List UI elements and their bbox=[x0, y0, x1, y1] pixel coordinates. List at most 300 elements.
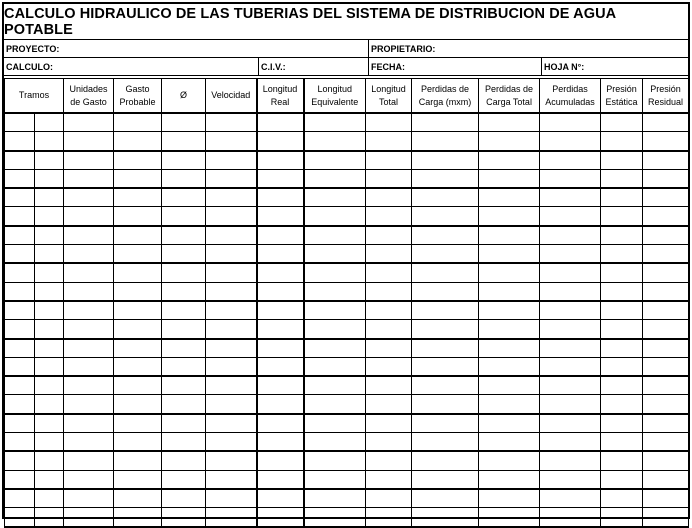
table-cell[interactable] bbox=[412, 433, 479, 452]
table-cell[interactable] bbox=[412, 414, 479, 433]
table-cell[interactable] bbox=[304, 339, 366, 358]
table-cell[interactable] bbox=[257, 245, 304, 264]
table-cell[interactable] bbox=[257, 132, 304, 151]
table-cell[interactable] bbox=[412, 263, 479, 282]
table-cell[interactable] bbox=[304, 357, 366, 376]
table-cell[interactable] bbox=[479, 451, 540, 470]
table-cell[interactable] bbox=[162, 414, 206, 433]
table-cell[interactable] bbox=[643, 151, 689, 170]
table-cell[interactable] bbox=[35, 470, 64, 489]
table-cell[interactable] bbox=[540, 376, 601, 395]
table-cell[interactable] bbox=[162, 357, 206, 376]
table-cell[interactable] bbox=[540, 113, 601, 132]
table-cell[interactable] bbox=[540, 470, 601, 489]
table-cell[interactable] bbox=[5, 489, 35, 508]
table-cell[interactable] bbox=[540, 226, 601, 245]
table-cell[interactable] bbox=[114, 470, 162, 489]
table-cell[interactable] bbox=[114, 226, 162, 245]
table-cell[interactable] bbox=[64, 207, 114, 226]
table-cell[interactable] bbox=[114, 508, 162, 527]
table-cell[interactable] bbox=[257, 151, 304, 170]
table-cell[interactable] bbox=[304, 263, 366, 282]
table-cell[interactable] bbox=[206, 339, 257, 358]
table-cell[interactable] bbox=[206, 395, 257, 414]
table-cell[interactable] bbox=[304, 282, 366, 301]
table-cell[interactable] bbox=[257, 188, 304, 207]
table-cell[interactable] bbox=[304, 489, 366, 508]
table-cell[interactable] bbox=[479, 433, 540, 452]
table-cell[interactable] bbox=[304, 376, 366, 395]
table-cell[interactable] bbox=[601, 451, 643, 470]
table-cell[interactable] bbox=[601, 188, 643, 207]
table-cell[interactable] bbox=[479, 320, 540, 339]
table-cell[interactable] bbox=[114, 320, 162, 339]
table-cell[interactable] bbox=[540, 151, 601, 170]
table-cell[interactable] bbox=[257, 226, 304, 245]
table-cell[interactable] bbox=[35, 414, 64, 433]
table-cell[interactable] bbox=[257, 263, 304, 282]
table-cell[interactable] bbox=[114, 282, 162, 301]
table-cell[interactable] bbox=[114, 489, 162, 508]
table-cell[interactable] bbox=[5, 132, 35, 151]
table-cell[interactable] bbox=[540, 395, 601, 414]
table-cell[interactable] bbox=[601, 207, 643, 226]
table-cell[interactable] bbox=[5, 263, 35, 282]
table-cell[interactable] bbox=[5, 376, 35, 395]
table-cell[interactable] bbox=[257, 357, 304, 376]
table-cell[interactable] bbox=[5, 470, 35, 489]
table-cell[interactable] bbox=[206, 263, 257, 282]
table-cell[interactable] bbox=[162, 282, 206, 301]
table-cell[interactable] bbox=[601, 245, 643, 264]
table-cell[interactable] bbox=[366, 339, 412, 358]
propietario-field[interactable] bbox=[368, 40, 688, 57]
table-cell[interactable] bbox=[64, 320, 114, 339]
table-cell[interactable] bbox=[643, 301, 689, 320]
table-cell[interactable] bbox=[601, 508, 643, 527]
table-cell[interactable] bbox=[257, 489, 304, 508]
table-cell[interactable] bbox=[412, 113, 479, 132]
table-cell[interactable] bbox=[35, 282, 64, 301]
table-cell[interactable] bbox=[35, 226, 64, 245]
table-cell[interactable] bbox=[412, 376, 479, 395]
table-cell[interactable] bbox=[114, 376, 162, 395]
table-cell[interactable] bbox=[540, 320, 601, 339]
table-cell[interactable] bbox=[479, 470, 540, 489]
table-cell[interactable] bbox=[366, 188, 412, 207]
table-cell[interactable] bbox=[366, 395, 412, 414]
table-cell[interactable] bbox=[206, 433, 257, 452]
table-cell[interactable] bbox=[162, 433, 206, 452]
table-cell[interactable] bbox=[304, 320, 366, 339]
table-cell[interactable] bbox=[114, 245, 162, 264]
table-cell[interactable] bbox=[304, 395, 366, 414]
table-cell[interactable] bbox=[64, 169, 114, 188]
table-cell[interactable] bbox=[257, 414, 304, 433]
table-cell[interactable] bbox=[162, 245, 206, 264]
table-cell[interactable] bbox=[304, 301, 366, 320]
table-cell[interactable] bbox=[601, 226, 643, 245]
table-cell[interactable] bbox=[643, 113, 689, 132]
table-cell[interactable] bbox=[257, 451, 304, 470]
table-cell[interactable] bbox=[114, 357, 162, 376]
table-cell[interactable] bbox=[479, 282, 540, 301]
table-cell[interactable] bbox=[540, 508, 601, 527]
table-cell[interactable] bbox=[412, 339, 479, 358]
table-cell[interactable] bbox=[162, 263, 206, 282]
table-cell[interactable] bbox=[366, 263, 412, 282]
table-cell[interactable] bbox=[64, 451, 114, 470]
table-cell[interactable] bbox=[35, 207, 64, 226]
table-cell[interactable] bbox=[540, 357, 601, 376]
table-cell[interactable] bbox=[643, 226, 689, 245]
table-cell[interactable] bbox=[257, 376, 304, 395]
table-cell[interactable] bbox=[412, 489, 479, 508]
table-cell[interactable] bbox=[479, 263, 540, 282]
table-cell[interactable] bbox=[35, 132, 64, 151]
hoja-field[interactable] bbox=[541, 58, 688, 75]
table-cell[interactable] bbox=[206, 451, 257, 470]
table-cell[interactable] bbox=[304, 226, 366, 245]
table-cell[interactable] bbox=[5, 169, 35, 188]
table-cell[interactable] bbox=[304, 433, 366, 452]
table-cell[interactable] bbox=[479, 414, 540, 433]
table-cell[interactable] bbox=[162, 339, 206, 358]
table-cell[interactable] bbox=[162, 489, 206, 508]
table-cell[interactable] bbox=[162, 188, 206, 207]
table-cell[interactable] bbox=[366, 376, 412, 395]
table-cell[interactable] bbox=[206, 414, 257, 433]
table-cell[interactable] bbox=[162, 151, 206, 170]
table-cell[interactable] bbox=[366, 207, 412, 226]
table-cell[interactable] bbox=[643, 508, 689, 527]
table-cell[interactable] bbox=[35, 245, 64, 264]
table-cell[interactable] bbox=[5, 226, 35, 245]
table-cell[interactable] bbox=[162, 376, 206, 395]
table-cell[interactable] bbox=[64, 508, 114, 527]
table-cell[interactable] bbox=[35, 376, 64, 395]
table-cell[interactable] bbox=[366, 132, 412, 151]
table-cell[interactable] bbox=[412, 320, 479, 339]
table-cell[interactable] bbox=[35, 301, 64, 320]
table-cell[interactable] bbox=[257, 282, 304, 301]
table-cell[interactable] bbox=[479, 113, 540, 132]
table-cell[interactable] bbox=[540, 282, 601, 301]
table-cell[interactable] bbox=[64, 489, 114, 508]
table-cell[interactable] bbox=[5, 188, 35, 207]
table-cell[interactable] bbox=[64, 339, 114, 358]
table-cell[interactable] bbox=[114, 414, 162, 433]
table-cell[interactable] bbox=[206, 151, 257, 170]
table-cell[interactable] bbox=[479, 151, 540, 170]
table-cell[interactable] bbox=[412, 188, 479, 207]
table-cell[interactable] bbox=[601, 339, 643, 358]
table-cell[interactable] bbox=[206, 132, 257, 151]
table-cell[interactable] bbox=[162, 207, 206, 226]
table-cell[interactable] bbox=[479, 357, 540, 376]
table-cell[interactable] bbox=[479, 301, 540, 320]
table-cell[interactable] bbox=[64, 245, 114, 264]
table-cell[interactable] bbox=[64, 151, 114, 170]
table-cell[interactable] bbox=[304, 470, 366, 489]
table-cell[interactable] bbox=[114, 451, 162, 470]
table-cell[interactable] bbox=[64, 113, 114, 132]
table-cell[interactable] bbox=[304, 245, 366, 264]
table-cell[interactable] bbox=[601, 376, 643, 395]
table-cell[interactable] bbox=[601, 282, 643, 301]
table-cell[interactable] bbox=[479, 132, 540, 151]
table-cell[interactable] bbox=[366, 151, 412, 170]
table-cell[interactable] bbox=[601, 395, 643, 414]
table-cell[interactable] bbox=[64, 132, 114, 151]
table-cell[interactable] bbox=[304, 132, 366, 151]
table-cell[interactable] bbox=[5, 433, 35, 452]
table-cell[interactable] bbox=[540, 433, 601, 452]
table-cell[interactable] bbox=[304, 169, 366, 188]
table-cell[interactable] bbox=[540, 263, 601, 282]
table-cell[interactable] bbox=[643, 169, 689, 188]
table-cell[interactable] bbox=[643, 339, 689, 358]
table-cell[interactable] bbox=[540, 451, 601, 470]
table-cell[interactable] bbox=[114, 132, 162, 151]
table-cell[interactable] bbox=[479, 169, 540, 188]
table-cell[interactable] bbox=[114, 151, 162, 170]
table-cell[interactable] bbox=[162, 508, 206, 527]
table-cell[interactable] bbox=[540, 132, 601, 151]
table-cell[interactable] bbox=[5, 301, 35, 320]
table-cell[interactable] bbox=[412, 301, 479, 320]
table-cell[interactable] bbox=[162, 451, 206, 470]
table-cell[interactable] bbox=[412, 226, 479, 245]
table-cell[interactable] bbox=[479, 489, 540, 508]
table-cell[interactable] bbox=[114, 433, 162, 452]
table-cell[interactable] bbox=[304, 151, 366, 170]
table-cell[interactable] bbox=[643, 376, 689, 395]
table-cell[interactable] bbox=[643, 207, 689, 226]
table-cell[interactable] bbox=[412, 470, 479, 489]
table-cell[interactable] bbox=[366, 508, 412, 527]
table-cell[interactable] bbox=[162, 169, 206, 188]
table-cell[interactable] bbox=[366, 301, 412, 320]
table-cell[interactable] bbox=[601, 132, 643, 151]
table-cell[interactable] bbox=[35, 151, 64, 170]
table-cell[interactable] bbox=[206, 376, 257, 395]
table-cell[interactable] bbox=[366, 451, 412, 470]
table-cell[interactable] bbox=[601, 414, 643, 433]
table-cell[interactable] bbox=[64, 226, 114, 245]
table-cell[interactable] bbox=[643, 395, 689, 414]
table-cell[interactable] bbox=[257, 470, 304, 489]
table-cell[interactable] bbox=[35, 357, 64, 376]
table-cell[interactable] bbox=[162, 113, 206, 132]
table-cell[interactable] bbox=[601, 357, 643, 376]
table-cell[interactable] bbox=[479, 245, 540, 264]
table-cell[interactable] bbox=[601, 263, 643, 282]
table-cell[interactable] bbox=[412, 451, 479, 470]
table-cell[interactable] bbox=[601, 169, 643, 188]
table-cell[interactable] bbox=[64, 282, 114, 301]
table-cell[interactable] bbox=[540, 339, 601, 358]
table-cell[interactable] bbox=[162, 301, 206, 320]
table-cell[interactable] bbox=[162, 132, 206, 151]
table-cell[interactable] bbox=[5, 113, 35, 132]
table-cell[interactable] bbox=[5, 414, 35, 433]
table-cell[interactable] bbox=[304, 508, 366, 527]
table-cell[interactable] bbox=[366, 470, 412, 489]
table-cell[interactable] bbox=[643, 245, 689, 264]
table-cell[interactable] bbox=[540, 301, 601, 320]
table-cell[interactable] bbox=[5, 339, 35, 358]
table-cell[interactable] bbox=[64, 188, 114, 207]
table-cell[interactable] bbox=[35, 433, 64, 452]
calculo-field[interactable] bbox=[4, 58, 258, 75]
table-cell[interactable] bbox=[643, 489, 689, 508]
table-cell[interactable] bbox=[5, 245, 35, 264]
table-cell[interactable] bbox=[5, 451, 35, 470]
table-cell[interactable] bbox=[35, 169, 64, 188]
table-cell[interactable] bbox=[366, 489, 412, 508]
table-cell[interactable] bbox=[114, 263, 162, 282]
table-cell[interactable] bbox=[206, 207, 257, 226]
table-cell[interactable] bbox=[479, 188, 540, 207]
table-cell[interactable] bbox=[35, 508, 64, 527]
table-cell[interactable] bbox=[206, 188, 257, 207]
table-cell[interactable] bbox=[64, 301, 114, 320]
table-cell[interactable] bbox=[366, 245, 412, 264]
table-cell[interactable] bbox=[412, 508, 479, 527]
table-cell[interactable] bbox=[206, 301, 257, 320]
table-cell[interactable] bbox=[114, 169, 162, 188]
table-cell[interactable] bbox=[257, 320, 304, 339]
table-cell[interactable] bbox=[5, 508, 35, 527]
table-cell[interactable] bbox=[206, 245, 257, 264]
table-cell[interactable] bbox=[206, 470, 257, 489]
table-cell[interactable] bbox=[206, 282, 257, 301]
table-cell[interactable] bbox=[304, 414, 366, 433]
table-cell[interactable] bbox=[114, 207, 162, 226]
table-cell[interactable] bbox=[64, 357, 114, 376]
table-cell[interactable] bbox=[601, 301, 643, 320]
table-cell[interactable] bbox=[162, 395, 206, 414]
table-cell[interactable] bbox=[412, 357, 479, 376]
table-cell[interactable] bbox=[479, 395, 540, 414]
table-cell[interactable] bbox=[304, 451, 366, 470]
table-cell[interactable] bbox=[64, 470, 114, 489]
table-cell[interactable] bbox=[479, 376, 540, 395]
table-cell[interactable] bbox=[5, 282, 35, 301]
table-cell[interactable] bbox=[412, 207, 479, 226]
table-cell[interactable] bbox=[206, 226, 257, 245]
table-cell[interactable] bbox=[206, 357, 257, 376]
table-cell[interactable] bbox=[162, 470, 206, 489]
table-cell[interactable] bbox=[64, 414, 114, 433]
table-cell[interactable] bbox=[479, 226, 540, 245]
table-cell[interactable] bbox=[366, 169, 412, 188]
table-cell[interactable] bbox=[5, 151, 35, 170]
table-cell[interactable] bbox=[206, 320, 257, 339]
table-cell[interactable] bbox=[35, 489, 64, 508]
table-cell[interactable] bbox=[540, 188, 601, 207]
table-cell[interactable] bbox=[162, 226, 206, 245]
table-cell[interactable] bbox=[114, 395, 162, 414]
table-cell[interactable] bbox=[643, 132, 689, 151]
table-cell[interactable] bbox=[257, 113, 304, 132]
table-cell[interactable] bbox=[540, 414, 601, 433]
table-cell[interactable] bbox=[35, 113, 64, 132]
table-cell[interactable] bbox=[304, 188, 366, 207]
table-cell[interactable] bbox=[5, 207, 35, 226]
table-cell[interactable] bbox=[412, 395, 479, 414]
table-cell[interactable] bbox=[257, 169, 304, 188]
table-cell[interactable] bbox=[366, 113, 412, 132]
table-cell[interactable] bbox=[206, 489, 257, 508]
table-cell[interactable] bbox=[64, 433, 114, 452]
table-cell[interactable] bbox=[366, 357, 412, 376]
table-cell[interactable] bbox=[412, 132, 479, 151]
fecha-field[interactable] bbox=[368, 58, 541, 75]
table-cell[interactable] bbox=[412, 282, 479, 301]
table-cell[interactable] bbox=[366, 320, 412, 339]
table-cell[interactable] bbox=[206, 169, 257, 188]
table-cell[interactable] bbox=[35, 188, 64, 207]
table-cell[interactable] bbox=[5, 357, 35, 376]
table-cell[interactable] bbox=[257, 207, 304, 226]
table-cell[interactable] bbox=[366, 226, 412, 245]
table-cell[interactable] bbox=[257, 433, 304, 452]
table-cell[interactable] bbox=[643, 451, 689, 470]
table-cell[interactable] bbox=[35, 320, 64, 339]
table-cell[interactable] bbox=[366, 414, 412, 433]
table-cell[interactable] bbox=[643, 188, 689, 207]
table-cell[interactable] bbox=[304, 113, 366, 132]
table-cell[interactable] bbox=[540, 489, 601, 508]
table-cell[interactable] bbox=[412, 245, 479, 264]
table-cell[interactable] bbox=[540, 245, 601, 264]
table-cell[interactable] bbox=[366, 433, 412, 452]
table-cell[interactable] bbox=[257, 395, 304, 414]
table-cell[interactable] bbox=[257, 339, 304, 358]
table-cell[interactable] bbox=[162, 320, 206, 339]
table-cell[interactable] bbox=[643, 414, 689, 433]
table-cell[interactable] bbox=[64, 395, 114, 414]
table-cell[interactable] bbox=[643, 263, 689, 282]
table-cell[interactable] bbox=[64, 263, 114, 282]
table-cell[interactable] bbox=[5, 395, 35, 414]
table-cell[interactable] bbox=[479, 207, 540, 226]
table-cell[interactable] bbox=[64, 376, 114, 395]
table-cell[interactable] bbox=[601, 489, 643, 508]
table-cell[interactable] bbox=[643, 433, 689, 452]
table-cell[interactable] bbox=[114, 113, 162, 132]
table-cell[interactable] bbox=[540, 207, 601, 226]
table-cell[interactable] bbox=[601, 470, 643, 489]
table-cell[interactable] bbox=[643, 320, 689, 339]
table-cell[interactable] bbox=[412, 169, 479, 188]
table-cell[interactable] bbox=[366, 282, 412, 301]
table-cell[interactable] bbox=[206, 508, 257, 527]
table-cell[interactable] bbox=[643, 357, 689, 376]
table-cell[interactable] bbox=[643, 282, 689, 301]
table-cell[interactable] bbox=[257, 508, 304, 527]
table-cell[interactable] bbox=[479, 508, 540, 527]
table-cell[interactable] bbox=[114, 339, 162, 358]
table-cell[interactable] bbox=[601, 113, 643, 132]
table-cell[interactable] bbox=[412, 151, 479, 170]
table-cell[interactable] bbox=[35, 451, 64, 470]
table-cell[interactable] bbox=[35, 263, 64, 282]
table-cell[interactable] bbox=[114, 188, 162, 207]
table-cell[interactable] bbox=[35, 395, 64, 414]
